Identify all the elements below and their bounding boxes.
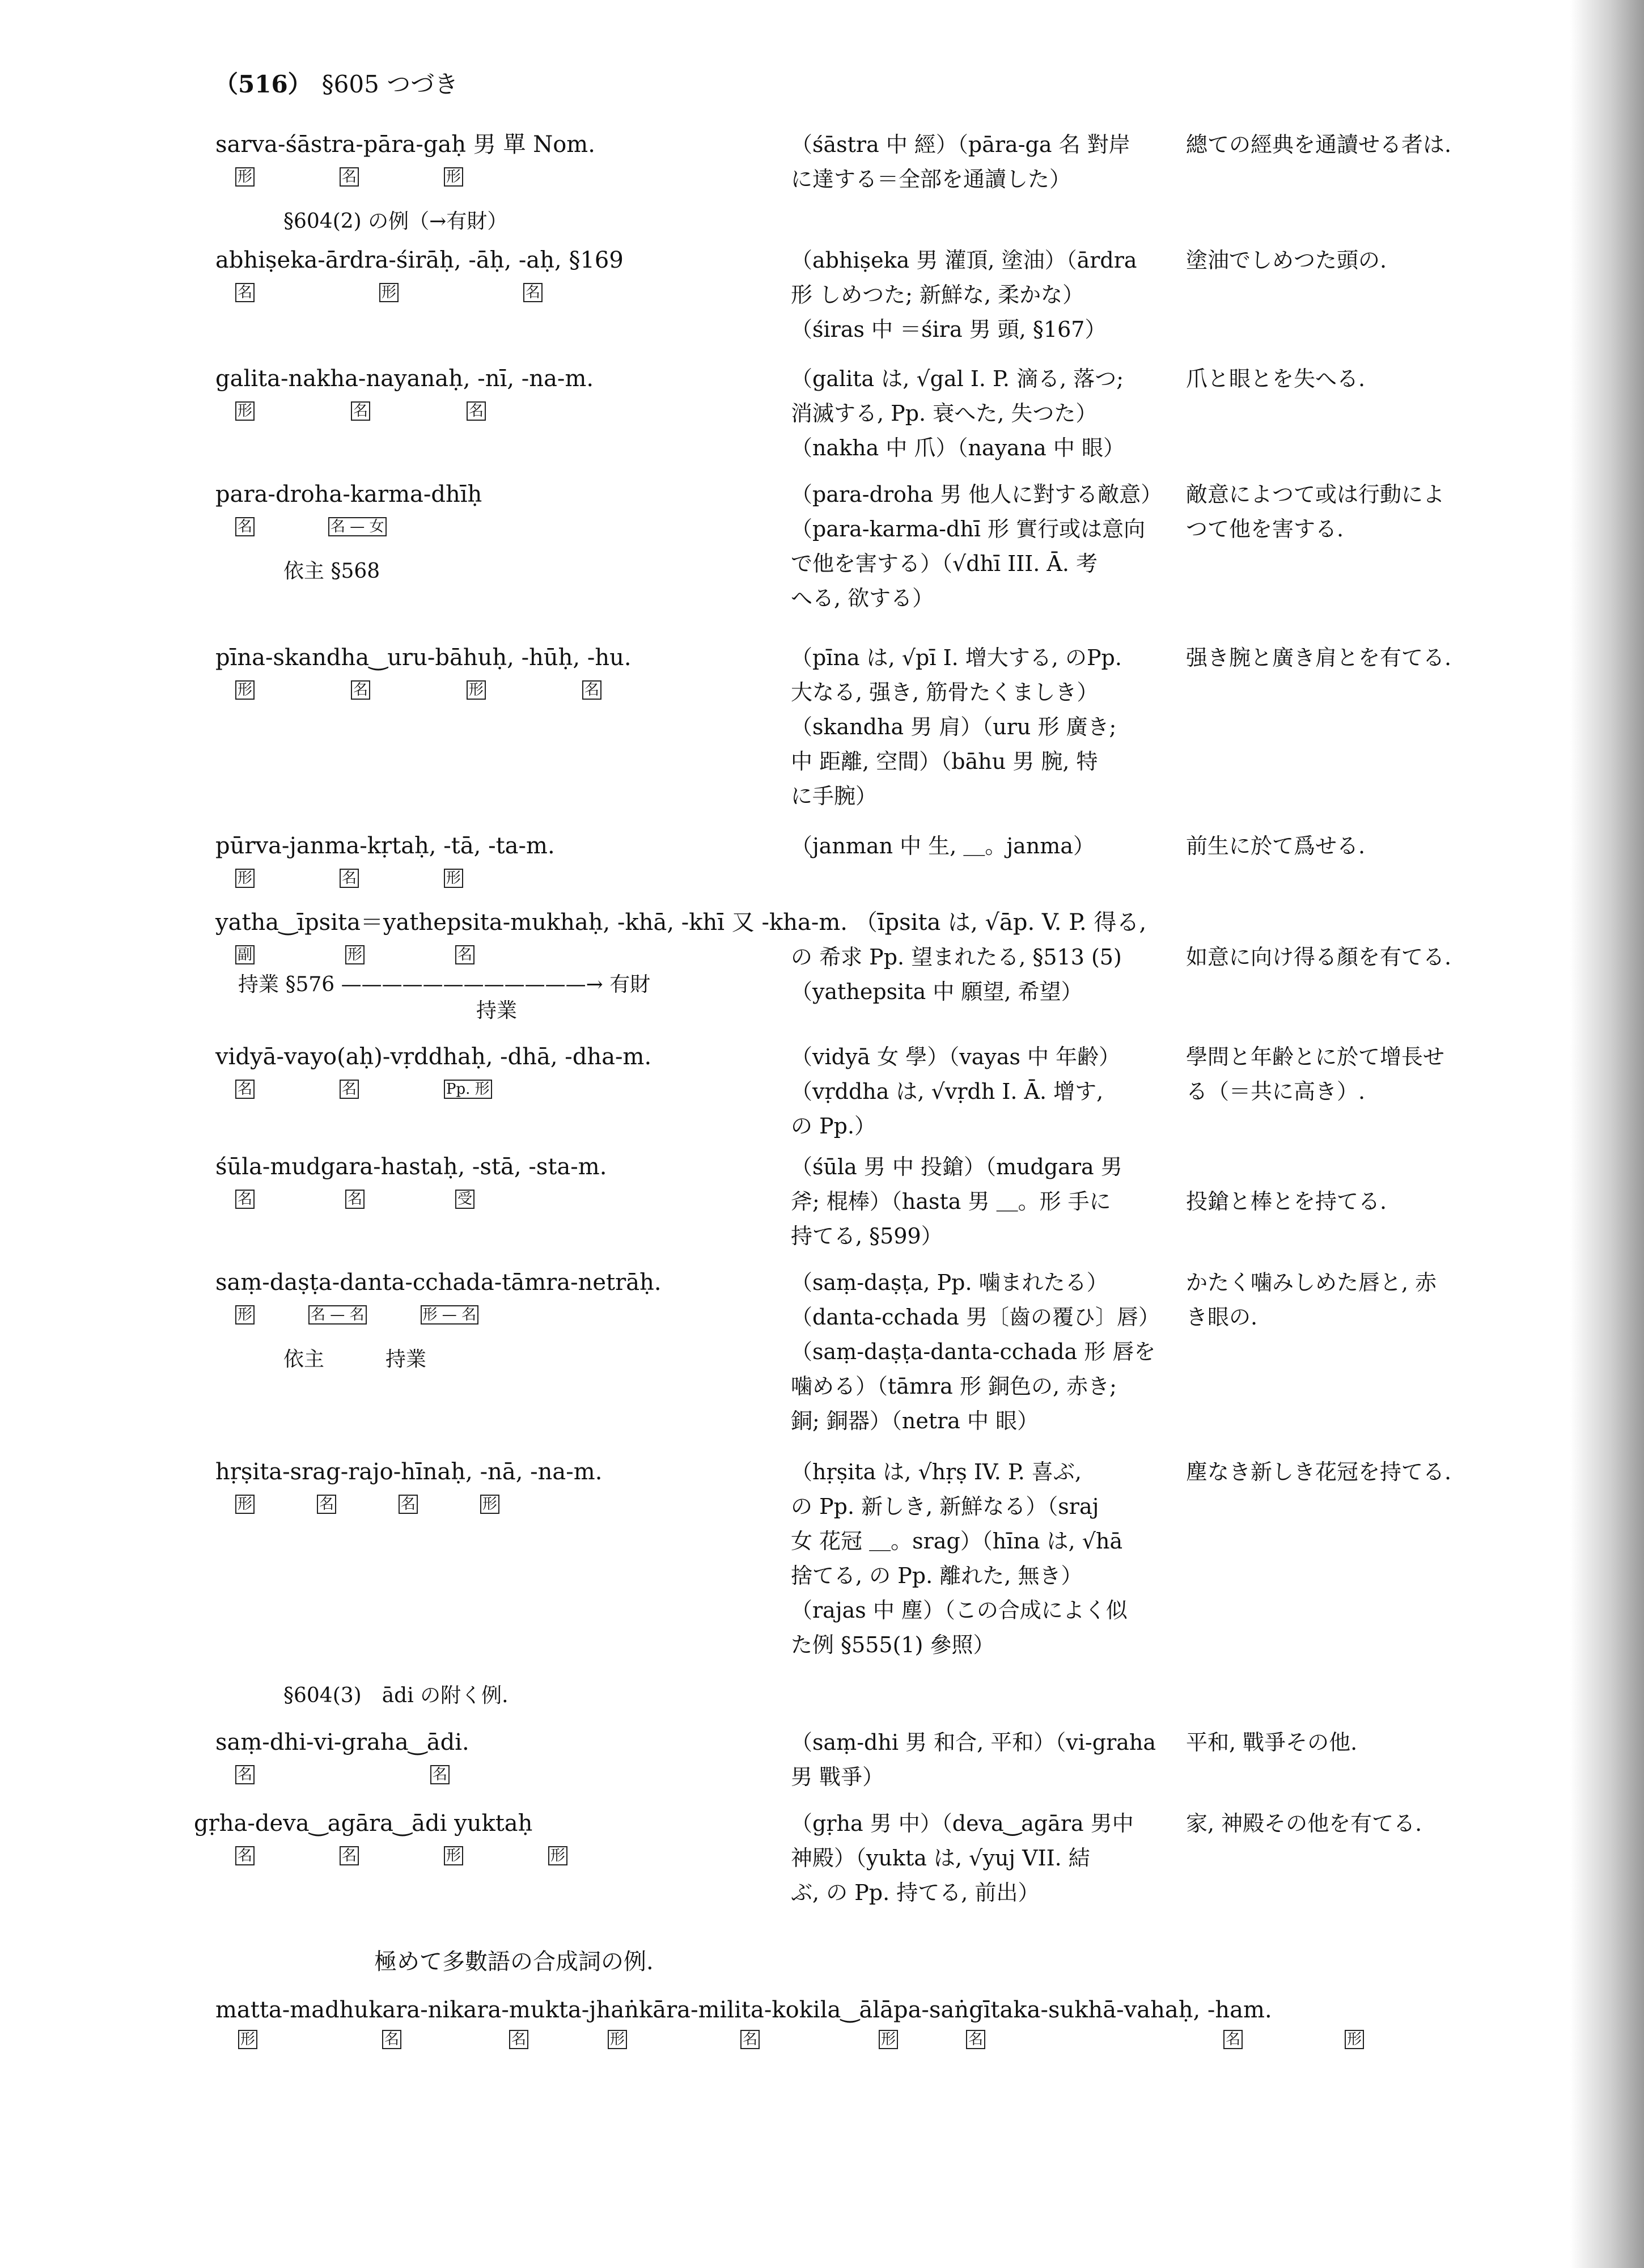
entry-subnote: 持業 <box>476 999 518 1022</box>
entry-note-line: （janman 中 生, ＿。janma） <box>791 833 1095 858</box>
entry-note-line: （gṛha 男 中）（deva‿agāra 男中 <box>791 1811 1134 1836</box>
long-compound-headword: matta-madhukara-nikara-mukta-jhaṅkāra-milita-kokila‿ālāpa-saṅgītaka-sukhā-vahaḥ, -ham. <box>215 1997 1272 2023</box>
grammar-tag: 形 <box>444 1846 463 1865</box>
grammar-tag: 形 <box>235 167 255 187</box>
grammar-tag: Pp. 形 <box>444 1080 492 1099</box>
entry-note-line: で他を害する）（√dhī III. Ā. 考 <box>791 551 1098 576</box>
entry-note-line: に手腕） <box>791 784 878 809</box>
grammar-tag: 名 <box>235 1846 255 1865</box>
entry-note-line: （vṛddha は, √vṛdh I. Ā. 增す, <box>791 1079 1104 1104</box>
entry-note-line: た例 §555(1) 參照） <box>791 1632 995 1657</box>
grammar-tag: 名 <box>399 1495 418 1514</box>
grammar-tag: 形 <box>235 401 255 421</box>
entry-note-line: 男 戰爭） <box>791 1765 884 1789</box>
grammar-tag: 名 <box>317 1495 336 1514</box>
entry-translation-line: 强き腕と廣き肩とを有てる. <box>1186 645 1452 670</box>
grammar-tag: 形 <box>235 869 255 888</box>
grammar-tag: 名 <box>966 2030 985 2049</box>
entry-grammar-tags <box>235 945 565 964</box>
grammar-tag: 名 <box>740 2030 760 2049</box>
entry-grammar-tags <box>235 1080 577 1099</box>
grammar-tag: 形 <box>235 1495 255 1514</box>
grammar-tag: 形 <box>235 680 255 700</box>
entry-note-line: （abhiṣeka 男 灌頂, 塗油）（ārdra <box>791 248 1137 273</box>
entry-headword: pīna-skandha‿uru-bāhuḥ, -hūḥ, -hu. <box>215 645 632 671</box>
page-header <box>214 67 458 101</box>
grammar-tag: 名 <box>235 1190 255 1209</box>
entry-translation-line: つて他を害する. <box>1186 517 1344 541</box>
entry-headword: para-droha-karma-dhīḥ <box>215 481 482 507</box>
section-title: §605 つづき <box>321 70 459 98</box>
grammar-tag: 名 <box>235 517 255 536</box>
grammar-tag: 名 <box>351 680 370 700</box>
entry-note-line: （para-droha 男 他人に對する敵意） <box>791 482 1163 507</box>
grammar-tag: 名 <box>509 2030 528 2049</box>
entry-note-line: （galita は, √gal I. P. 滴る, 落つ; <box>791 366 1124 391</box>
grammar-tag: 名 <box>340 1846 359 1865</box>
entry-note-line: 女 花冠 ＿。srag）（hīna は, √hā <box>791 1529 1123 1554</box>
entry-headword: śūla-mudgara-hastaḥ, -stā, -sta-m. <box>215 1154 607 1180</box>
entry-note-line: （nakha 中 爪）（nayana 中 眼） <box>791 435 1125 460</box>
entry-note-line: 神殿）（yukta は, √yuj VII. 結 <box>791 1846 1090 1871</box>
entry-note-line: の Pp.） <box>791 1114 876 1139</box>
entry-translation-line: き眼の. <box>1186 1305 1258 1330</box>
grammar-tag: 受 <box>455 1190 474 1209</box>
entry-translation-line: 前生に於て爲せる. <box>1186 833 1366 858</box>
entry-headword: pūrva-janma-kṛtaḥ, -tā, -ta-m. <box>215 833 555 859</box>
entry-note-line: （para-karma-dhī 形 實行或は意向 <box>791 517 1146 541</box>
entry-note-line: へる, 欲する） <box>791 586 934 611</box>
entry-note-line: に達する＝全部を通讀した） <box>791 167 1071 192</box>
entry-note-line: （śūla 男 中 投鎗）（mudgara 男 <box>791 1154 1122 1179</box>
grammar-tag: 形 <box>879 2030 898 2049</box>
entry-note-line: 銅; 銅器）（netra 中 眼） <box>791 1408 1039 1433</box>
grammar-tag: 名 <box>382 2030 401 2049</box>
entry-grammar-tags <box>235 1305 532 1325</box>
entry-grammar-tags <box>235 283 667 302</box>
grammar-tag: 形 <box>379 283 399 302</box>
entry-headword: yatha‿īpsita＝yathepsita-mukhaḥ, -khā, -khī 又 -kha-m. （īpsita は, √āp. V. P. 得る, <box>215 909 1147 936</box>
entry-note-line: 斧; 棍棒）（hasta 男 ＿。形 手に <box>791 1189 1111 1214</box>
entry-note-line: 噛める）（tāmra 形 銅色の, 赤き; <box>791 1374 1117 1399</box>
grammar-tag: 名 — 女 <box>328 517 387 536</box>
grammar-tag: 形 <box>444 167 463 187</box>
entry-note-line: 持てる, §599） <box>791 1224 943 1249</box>
grammar-tag: 副 <box>235 945 255 964</box>
section-adi-heading: §604(3) ādi の附く例. <box>283 1684 509 1707</box>
grammar-tag: 名 <box>455 945 474 964</box>
entry-translation-line: 如意に向け得る顏を有てる. <box>1186 945 1452 970</box>
entry-translation-line: かたく噛みしめた唇と, 赤 <box>1186 1270 1437 1295</box>
grammar-tag: 形 <box>235 1305 255 1325</box>
grammar-tag: 名 <box>235 283 255 302</box>
entry-subnote: 依主 §568 <box>283 560 380 583</box>
entry-translation-line: 敵意によつて或は行動によ <box>1186 482 1445 507</box>
grammar-tag: 形 <box>1345 2030 1364 2049</box>
grammar-tag: 形 — 名 <box>421 1305 479 1325</box>
grammar-tag: 名 <box>345 1190 365 1209</box>
long-compound-tags <box>238 2030 1364 2049</box>
entry-note-line: の 希求 Pp. 望まれたる, §513 (5) <box>791 945 1122 970</box>
entry-note-line: ぶ, の Pp. 持てる, 前出） <box>791 1880 1040 1905</box>
entry-headword: abhiṣeka-ārdra-śirāḥ, -āḥ, -aḥ, §169 <box>215 247 624 273</box>
entry-grammar-tags <box>235 401 582 421</box>
entry-translation-line: 家, 神殿その他を有てる. <box>1186 1811 1422 1836</box>
grammar-tag: 名 <box>523 283 543 302</box>
entry-grammar-tags <box>235 869 548 888</box>
grammar-tag: 名 — 名 <box>308 1305 367 1325</box>
entry-translation-line: 學問と年齢とに於て增長せ <box>1186 1044 1445 1069</box>
grammar-tag: 形 <box>548 1846 567 1865</box>
entry-translation-line: 平和, 戰爭その他. <box>1186 1730 1358 1755</box>
entry-note-line: （saṃ-daṣṭa, Pp. 噛まれたる） <box>791 1270 1108 1295</box>
entry-translation-line: 塗油でしめつた頭の. <box>1186 248 1387 273</box>
entry-translation-line: る（＝共に高き）. <box>1186 1079 1366 1104</box>
entry-grammar-tags <box>235 1846 652 1865</box>
entry-note-line: （hṛṣita は, √hṛṣ IV. P. 喜ぶ, <box>791 1459 1082 1484</box>
entry-note-line: 消滅する, Pp. 衰へた, 失つた） <box>791 401 1098 426</box>
entry-note-line: （danta-cchada 男〔齒の覆ひ〕唇） <box>791 1305 1160 1330</box>
entry-translation-line: 投鎗と棒とを持てる. <box>1186 1189 1387 1214</box>
grammar-tag: 名 <box>235 1765 255 1784</box>
grammar-tag: 名 <box>340 1080 359 1099</box>
entry-note-line: （saṃ-dhi 男 和合, 平和）（vi-graha <box>791 1730 1156 1755</box>
entry-headword: vidyā-vayo(aḥ)-vṛddhaḥ, -dhā, -dha-m. <box>215 1044 652 1070</box>
entry-grammar-tags <box>235 1495 562 1514</box>
entry-note-line: （śiras 中 ＝śira 男 頭, §167） <box>791 317 1107 342</box>
grammar-tag: 名 <box>1223 2030 1243 2049</box>
entry-note-line: （śāstra 中 經）（pāra-ga 名 對岸 <box>791 132 1130 157</box>
grammar-tag: 名 <box>351 401 370 421</box>
entry-headword: hṛṣita-srag-rajo-hīnaḥ, -nā, -na-m. <box>215 1459 603 1485</box>
grammar-tag: 名 <box>340 869 359 888</box>
entry-headword: sarva-śāstra-pāra-gaḥ 男 單 Nom. <box>215 132 595 158</box>
entry-subnote: §604(2) の例（→有財） <box>283 210 508 233</box>
grammar-tag: 名 <box>582 680 601 700</box>
long-compound-heading: 極めて多數語の合成詞の例. <box>374 1949 654 1975</box>
entry-translation-line: 總ての經典を通讀せる者は. <box>1186 132 1452 157</box>
page-number: （516） <box>214 70 312 98</box>
grammar-tag: 形 <box>444 869 463 888</box>
entry-grammar-tags <box>235 167 548 187</box>
entry-translation-line: 爪と眼とを失へる. <box>1186 366 1366 391</box>
entry-grammar-tags <box>235 1765 625 1784</box>
entry-note-line: 捨てる, の Pp. 離れた, 無き） <box>791 1563 1083 1588</box>
grammar-tag: 名 <box>340 167 359 187</box>
grammar-tag: 名 <box>430 1765 450 1784</box>
entry-translation-line: 塵なき新しき花冠を持てる. <box>1186 1459 1452 1484</box>
entry-headword: galita-nakha-nayanaḥ, -nī, -na-m. <box>215 366 594 392</box>
scan-edge-shadow <box>1570 0 1644 2268</box>
grammar-tag: 形 <box>345 945 365 964</box>
entry-subnote: 依主 持業 <box>283 1348 427 1371</box>
entry-headword: gṛha-deva‿agāra‿ādi yuktaḥ <box>194 1810 533 1837</box>
grammar-tag: 形 <box>480 1495 499 1514</box>
entry-note-line: （yathepsita 中 願望, 希望） <box>791 979 1083 1004</box>
entry-note-line: 中 距離, 空間）（bāhu 男 腕, 特 <box>791 749 1098 774</box>
entry-note-line: （pīna は, √pī I. 增大する, のPp. <box>791 645 1122 670</box>
grammar-tag: 名 <box>467 401 486 421</box>
grammar-tag: 形 <box>608 2030 627 2049</box>
entry-grammar-tags <box>235 1190 565 1209</box>
grammar-tag: 形 <box>467 680 486 700</box>
grammar-tag: 名 <box>235 1080 255 1099</box>
entry-note-line: 大なる, 强き, 筋骨たくましき） <box>791 680 1099 705</box>
entry-note-line: （saṃ-daṣṭa-danta-cchada 形 唇を <box>791 1339 1156 1364</box>
entry-note-line: （rajas 中 塵）（この合成によく似 <box>791 1598 1128 1623</box>
entry-note-line: 形 しめつた; 新鮮な, 柔かな） <box>791 282 1084 307</box>
entry-subnote: 持業 §576 ————————————→ 有財 <box>238 973 651 996</box>
entry-note-line: （vidyā 女 學）（vayas 中 年齢） <box>791 1044 1121 1069</box>
entry-headword: saṃ-daṣṭa-danta-cchada-tāmra-netrāḥ. <box>215 1270 662 1296</box>
entry-note-line: の Pp. 新しき, 新鮮なる）（sraj <box>791 1494 1099 1519</box>
entry-grammar-tags <box>235 517 460 536</box>
entry-headword: saṃ-dhi-vi-graha‿ādi. <box>215 1729 469 1755</box>
grammar-tag: 形 <box>238 2030 257 2049</box>
entry-note-line: （skandha 男 肩）（uru 形 廣き; <box>791 714 1117 739</box>
entry-grammar-tags <box>235 680 698 700</box>
